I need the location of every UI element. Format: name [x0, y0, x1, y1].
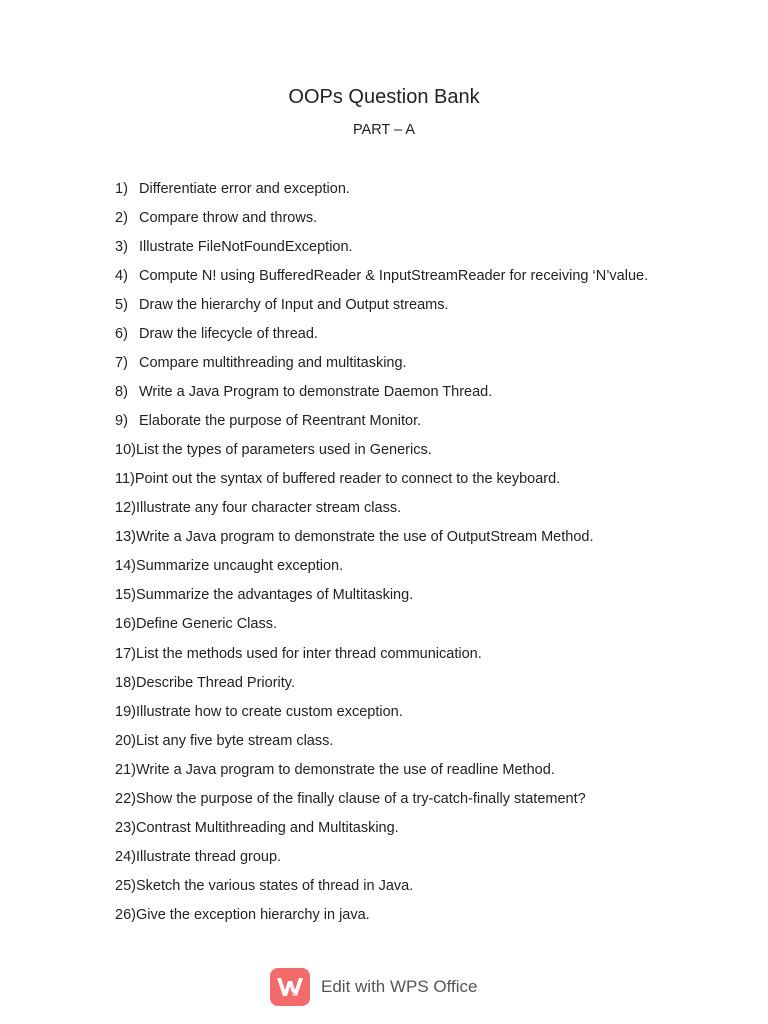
list-item	[115, 847, 735, 876]
question-text: Summarize the advantages of Multitasking.	[135, 587, 414, 604]
list-item	[115, 527, 735, 556]
question-number: 3)	[115, 239, 128, 256]
question-text: Compare throw and throws.	[139, 210, 318, 227]
question-text: Compare multithreading and multitasking.	[139, 355, 407, 372]
question-number: 16)	[115, 616, 136, 633]
question-number: 14)	[115, 558, 136, 575]
question-number: 4)	[115, 268, 128, 285]
question-number: 2)	[115, 210, 128, 227]
question-text: Show the purpose of the finally clause of a try-catch-finally statement?	[135, 790, 586, 807]
edit-with-wps-button[interactable]	[270, 968, 478, 1006]
question-number: 21)	[115, 761, 136, 778]
list-item	[115, 818, 735, 847]
list-item	[115, 614, 735, 643]
question-number: 24)	[115, 848, 136, 865]
question-number: 11)	[115, 471, 135, 488]
question-text: List any five byte stream class.	[135, 732, 334, 749]
question-text: Give the exception hierarchy in java.	[135, 906, 370, 923]
list-item	[115, 673, 735, 702]
list-item	[115, 208, 735, 237]
question-number: 1)	[115, 181, 128, 197]
question-text: Define Generic Class.	[135, 616, 277, 633]
question-text: Illustrate thread group.	[135, 848, 282, 865]
question-number: 17)	[115, 645, 136, 662]
question-text: Illustrate FileNotFoundException.	[139, 239, 353, 256]
list-item	[115, 876, 735, 905]
wps-banner-label: Edit with WPS Office	[321, 977, 478, 996]
wps-office-icon	[270, 968, 310, 1006]
question-text: Elaborate the purpose of Reentrant Monitor.	[139, 413, 422, 430]
list-item	[115, 411, 735, 440]
list-item	[115, 789, 735, 818]
question-number: 22)	[115, 790, 136, 807]
list-item	[115, 760, 735, 789]
list-item	[115, 556, 735, 585]
list-item	[115, 324, 735, 353]
question-number: 10)	[115, 442, 136, 459]
question-text: Write a Java program to demonstrate the use of OutputStream Method.	[135, 529, 594, 546]
question-text: Describe Thread Priority.	[135, 674, 295, 691]
question-text: Write a Java program to demonstrate the use of readline Method.	[135, 761, 555, 778]
question-number: 7)	[115, 355, 128, 372]
section-heading: PART – A	[352, 122, 416, 138]
list-item	[115, 266, 735, 295]
question-text: Draw the hierarchy of Input and Output streams.	[139, 297, 449, 314]
question-number: 20)	[115, 732, 136, 749]
list-item	[115, 237, 735, 266]
question-text: Point out the syntax of buffered reader to connect to the keyboard.	[134, 471, 561, 488]
question-text: Write a Java Program to demonstrate Daemon Thread.	[139, 384, 493, 401]
question-number: 23)	[115, 819, 136, 836]
question-number: 15)	[115, 587, 136, 604]
page-title: OOPs Question Bank	[288, 86, 480, 108]
list-item	[115, 469, 735, 498]
list-item	[115, 585, 735, 614]
question-number: 25)	[115, 877, 136, 894]
question-text: Contrast Multithreading and Multitasking.	[135, 819, 399, 836]
list-item	[115, 382, 735, 411]
list-item	[115, 644, 735, 673]
question-text: List the types of parameters used in Generics.	[135, 442, 432, 459]
question-text: Illustrate any four character stream class.	[135, 500, 402, 517]
question-number: 26)	[115, 906, 136, 923]
question-text: Differentiate error and exception.	[139, 181, 350, 197]
question-text: Draw the lifecycle of thread.	[139, 326, 318, 343]
question-number: 6)	[115, 326, 128, 343]
list-item	[115, 702, 735, 731]
question-list	[115, 179, 735, 934]
question-number: 9)	[115, 413, 128, 430]
list-item	[115, 498, 735, 527]
question-number: 18)	[115, 674, 136, 691]
question-number: 8)	[115, 384, 128, 401]
question-number: 5)	[115, 297, 128, 314]
list-item	[115, 440, 735, 469]
question-text: Compute N! using BufferedReader & InputStreamReader for receiving ‘N’value.	[139, 268, 649, 285]
question-text: Illustrate how to create custom exception.	[135, 703, 403, 720]
list-item	[115, 179, 735, 208]
question-text: Sketch the various states of thread in Java.	[135, 877, 414, 894]
list-item	[115, 353, 735, 382]
list-item	[115, 731, 735, 760]
question-text: Summarize uncaught exception.	[135, 558, 344, 575]
question-number: 19)	[115, 703, 136, 720]
question-number: 12)	[115, 500, 136, 517]
question-text: List the methods used for inter thread communication.	[135, 645, 482, 662]
list-item	[115, 905, 735, 934]
question-number: 13)	[115, 529, 136, 546]
list-item	[115, 295, 735, 324]
